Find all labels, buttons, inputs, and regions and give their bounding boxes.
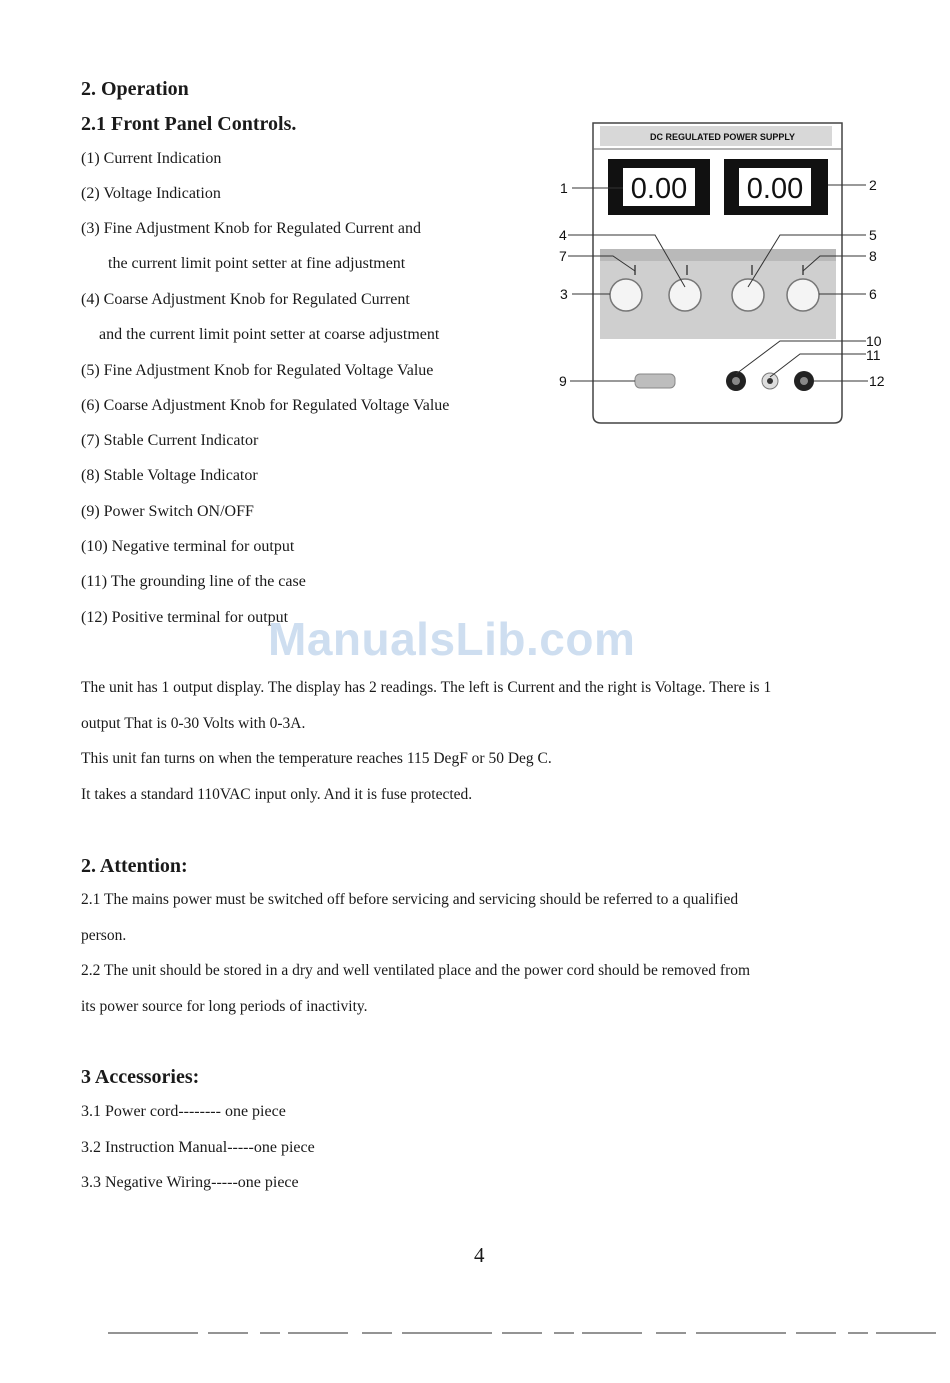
control-item-8: (8) Stable Voltage Indicator (81, 467, 258, 484)
callout-2: 2 (869, 177, 877, 193)
section-heading-attention: 2. Attention: (81, 855, 188, 877)
control-item-4: (4) Coarse Adjustment Knob for Regulated Current (81, 291, 410, 308)
panel-title: DC REGULATED POWER SUPPLY (650, 132, 796, 142)
section-heading-operation: 2. Operation (81, 78, 189, 100)
attention-line-3: 2.2 The unit should be stored in a dry and well ventilated place and the power cord should be removed from (81, 962, 751, 979)
front-panel-diagram (550, 115, 900, 435)
control-item-3-cont: the current limit point setter at fine adjustment (108, 255, 406, 272)
control-item-5: (5) Fine Adjustment Knob for Regulated Voltage Value (81, 362, 434, 379)
control-item-12: (12) Positive terminal for output (81, 609, 289, 626)
section-heading-accessories: 3 Accessories: (81, 1066, 200, 1088)
control-item-7: (7) Stable Current Indicator (81, 432, 259, 449)
description-line-3: This unit fan turns on when the temperature reaches 115 DegF or 50 Deg C. (81, 750, 552, 767)
control-item-6: (6) Coarse Adjustment Knob for Regulated Voltage Value (81, 397, 450, 414)
right-display-readout: 0.00 (746, 173, 804, 205)
control-item-1: (1) Current Indication (81, 150, 222, 167)
attention-line-4: its power source for long periods of inactivity. (81, 998, 368, 1015)
accessory-item-3: 3.3 Negative Wiring-----one piece (81, 1174, 299, 1191)
subsection-heading-front-panel: 2.1 Front Panel Controls. (81, 113, 297, 135)
callout-4: 4 (559, 227, 567, 243)
knob-current-coarse (610, 279, 642, 311)
callout-3: 3 (560, 286, 568, 302)
knob-voltage-fine (732, 279, 764, 311)
ground-terminal (767, 378, 773, 384)
control-item-10: (10) Negative terminal for output (81, 538, 295, 555)
description-line-4: It takes a standard 110VAC input only. And it is fuse protected. (81, 786, 473, 803)
left-display-readout: 0.00 (630, 173, 688, 205)
control-item-11: (11) The grounding line of the case (81, 573, 306, 590)
control-item-4-cont: and the current limit point setter at coarse adjustment (99, 326, 440, 343)
callout-6: 6 (869, 286, 877, 302)
attention-line-2: person. (81, 927, 127, 944)
callout-8: 8 (869, 248, 877, 264)
control-item-9: (9) Power Switch ON/OFF (81, 503, 254, 520)
accessory-item-2: 3.2 Instruction Manual-----one piece (81, 1139, 315, 1156)
attention-line-1: 2.1 The mains power must be switched off before servicing and servicing should be referred to a qualified (81, 891, 739, 908)
callout-11: 11 (866, 347, 881, 363)
bottom-rule (100, 1328, 945, 1338)
watermark: ManualsLib.com (268, 613, 636, 665)
control-item-3: (3) Fine Adjustment Knob for Regulated Current and (81, 220, 421, 237)
callout-5: 5 (869, 227, 877, 243)
callout-7: 7 (559, 248, 567, 264)
description-line-1: The unit has 1 output display. The display has 2 readings. The left is Current and the right is Voltage. There is 1 (81, 679, 772, 696)
description-line-2: output That is 0-30 Volts with 0-3A. (81, 715, 306, 732)
knob-current-fine (669, 279, 701, 311)
knob-voltage-coarse (787, 279, 819, 311)
callout-1: 1 (560, 180, 568, 196)
callout-12: 12 (869, 373, 885, 389)
accessory-item-1: 3.1 Power cord-------- one piece (81, 1103, 286, 1120)
control-item-2: (2) Voltage Indication (81, 185, 221, 202)
callout-9: 9 (559, 373, 567, 389)
callout-10: 10 (866, 333, 882, 349)
power-switch (635, 374, 675, 388)
page-number: 4 (474, 1243, 485, 1267)
